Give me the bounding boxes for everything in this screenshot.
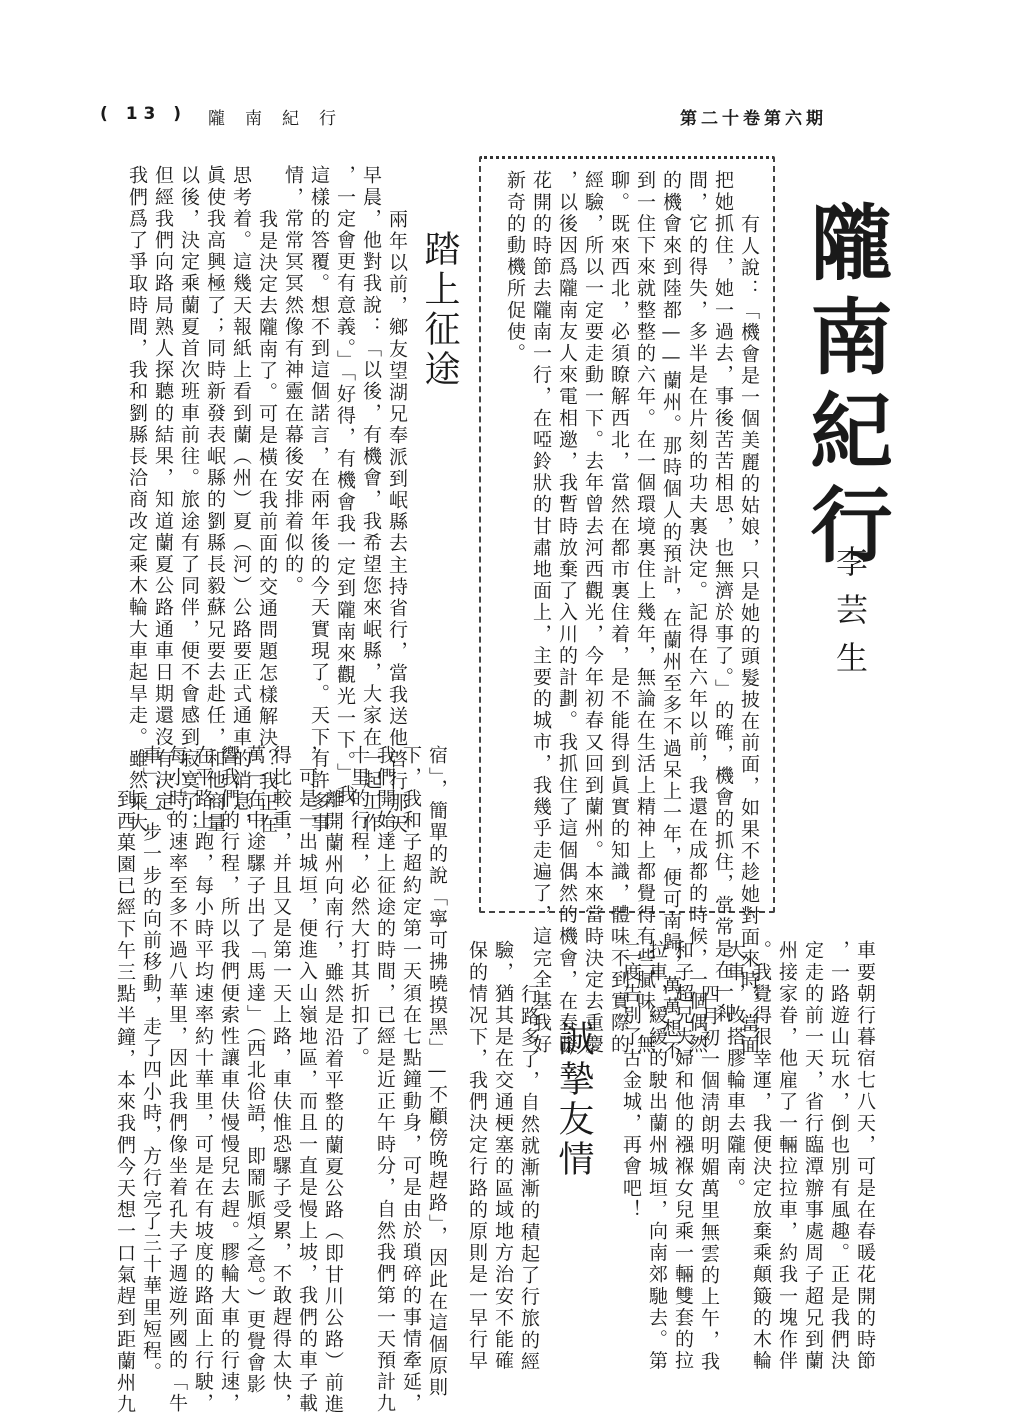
text-column: 下，我和子超約定第一天須在七點鐘動身，可是由於瑣碎的事情牽延， [400, 745, 422, 1415]
text-column: 響我們的行程，所以我們便索性讓車伕慢慢兒去趕。膠輪大車的行速， [218, 745, 240, 1415]
page-number: ( 13 ) [100, 104, 188, 124]
text-column: ，以後因爲隴南友人來電相邀，我暫時放棄了入川的計劃。我抓住了這個偶然的機會，在春暖 [556, 170, 578, 1056]
text-column: 大車，改搭膠輪車去隴南。 [724, 940, 746, 1200]
text-column: 思考着。這幾天報紙上看到蘭（州）夏（河）公路要正式通車的消息， [230, 165, 252, 835]
issue-label: 第二十卷第六期 [680, 109, 827, 129]
text-column: 的機會來到陸都——蘭州。那時個人的預計，在蘭州至多不過呆上一年，便可南歸，萬萬想不 [660, 170, 682, 1062]
article-title: 隴南紀行 [797, 200, 893, 576]
text-column: 有人說：「機會是一個美麗的姑娘，只是她的頭髮披在前面，如果不趁她對面來時，當面 [738, 214, 760, 1057]
text-column: 到西菓園已經下午三點半鐘，本來我們今天想一口氣趕到距蘭州九 [114, 789, 136, 1416]
text-column: 行路多了，自然就漸漸的積起了行旅的經 [518, 984, 540, 1373]
text-column: 車要朝行暮宿七八天，可是在春暖花開的時節 [854, 940, 876, 1372]
text-column: 十里的行程，必然大打其折扣了。 [348, 745, 370, 1069]
text-column: 這樣的答覆。想不到這個諾言，在兩年後的今天實現了。天下有許多事 [308, 165, 330, 835]
right-bottom-text [608, 940, 878, 1373]
text-column: 我們爲了爭取時間，我和劉縣長洽商改定乘木輪大車起旱走。雖然乘大 [126, 165, 148, 835]
text-column: 把她抓住，她一過去，事後苦苦相思，也無濟於事了。」的確，機會的抓住，常常是在一剎 [712, 170, 734, 1025]
section-heading-sincere-friendship: 誠摯友情 [553, 1020, 594, 1180]
text-column: 以後，決定乘蘭夏首次班車前往。旅途有了同伴，便不會感到寂寞了； [178, 165, 200, 835]
text-column: 到一住下來就整整的六年。在一個環境裏住上幾年，無論在生活上精神上都覺得有些膩味、無 [634, 170, 656, 1056]
text-column: 離開蘭州向南行，雖然是沿着平整的蘭夏公路（即甘川公路）前進 [322, 789, 344, 1416]
text-column: ，一路遊山玩水，倒也別有風趣。正是我們決 [828, 940, 850, 1372]
running-title: 隴南紀行 [208, 109, 356, 129]
text-column: ，一定會更有意義。」「好得，有機會我一定到隴南來觀光一下。」我 [334, 165, 356, 807]
text-column: 得比較重，并且又是第一天上路，車伕惟恐騾子受累，不敢趕得太快， [270, 745, 292, 1415]
text-column: 定走的前一天，省行臨潭辦事處周子超兄到蘭 [802, 940, 824, 1372]
text-column: 眞使我高興極了；同時新發表岷縣的劉縣長毅蘇兄要去赴任，和他商量 [204, 165, 226, 835]
intro-box [486, 170, 762, 1062]
text-column: 聊。既來西北，必須瞭解西北，當然在都市裏住着，是不能得到眞實的知識，體味不到實際的 [608, 170, 630, 1056]
section2-text [460, 940, 542, 1373]
text-column: 宿」，簡單的說「寧可拂曉摸黑」—不顧傍晚趕路」，因此在這個原則 [426, 745, 448, 1399]
text-column: 花開的時節去隴南一行，在啞鈴狀的甘肅地面上，主要的城市，我幾乎走遍了，這完全基我好 [530, 170, 552, 1056]
text-column: 情，常常冥冥然像有神靈在幕後安排着似的。 [282, 165, 304, 597]
text-column: 經驗，所以一定要走動一下。去年曾去河西觀光，今年初春又回到蘭州。本來當時決定去重慶 [582, 170, 604, 1056]
text-column: 拉車，緩緩的駛出蘭州城垣，向南郊馳去。第 [646, 940, 668, 1372]
text-column: ，可是一出城垣，便進入山嶺地區，而且一直是慢上坡，我們的車子載 [296, 745, 318, 1415]
section1-text [82, 165, 410, 836]
text-column: 驗，猶其是在交通梗塞的區域地方治安不能確 [492, 940, 514, 1372]
text-column: 新奇的動機所促使。 [504, 170, 526, 365]
text-column: 我是決定去隴南了。可是橫在我前面的交通問題怎樣解決？我正在 [256, 209, 278, 836]
text-column: 四月初一個淸朗明媚萬里無雲的上午，我 [698, 984, 720, 1373]
text-column: 早晨，他對我說：「以後，有機會，我希望您來岷縣，大家在一起工作 [360, 165, 382, 835]
text-column: 間，它的得失，多半是在片刻的功夫裏決定。記得在六年以前，我還在成都的時候，一個偶然 [686, 170, 708, 1056]
article-author: 李芸生 [831, 545, 869, 689]
section-heading-on-the-road: 踏上征途 [419, 230, 460, 390]
text-column: 萬一在中途騾子出了「馬達」（西北俗語，即鬧脈煩之意。）更覺會影 [244, 745, 266, 1396]
text-column: 。我覺得很幸運，我便決定放棄乘顛簸的木輪 [750, 940, 772, 1372]
text-column: 兩年以前，鄉友望湖兄奉派到岷縣去主持省行，當我送他啓行那天 [386, 209, 408, 836]
text-column: 車」，一步一步的向前移動，走了四小時，方行完了三十華里短程。 [140, 745, 162, 1384]
text-column: 和子超兄夫婦和他的襁褓女兒乘一輛雙套的拉 [672, 940, 694, 1372]
text-column: 我們開始達上征途的時間，已經是近正午時分，自然我們第一天預計九 [374, 745, 396, 1415]
text-column: 二度告別了古金城，再會吧！ [620, 940, 642, 1221]
text-column: 每小時的速率至多不過八華里，因此我們像坐着孔夫子週遊列國的「牛 [166, 745, 188, 1415]
text-column: 州接家眷，他雇了一輛拉拉車，約我一塊作伴 [776, 940, 798, 1372]
text-column: 但經我們向路局熟人探聽的結果，知道蘭夏公路通車日期還沒有決定。 [152, 165, 174, 835]
text-column: 保的情况下，我們決定行路的原則是一早行早 [466, 940, 488, 1372]
text-column: 在平路上跑，每小時平均速率約十華里，可是在有坡度的路面上行駛， [192, 745, 214, 1415]
